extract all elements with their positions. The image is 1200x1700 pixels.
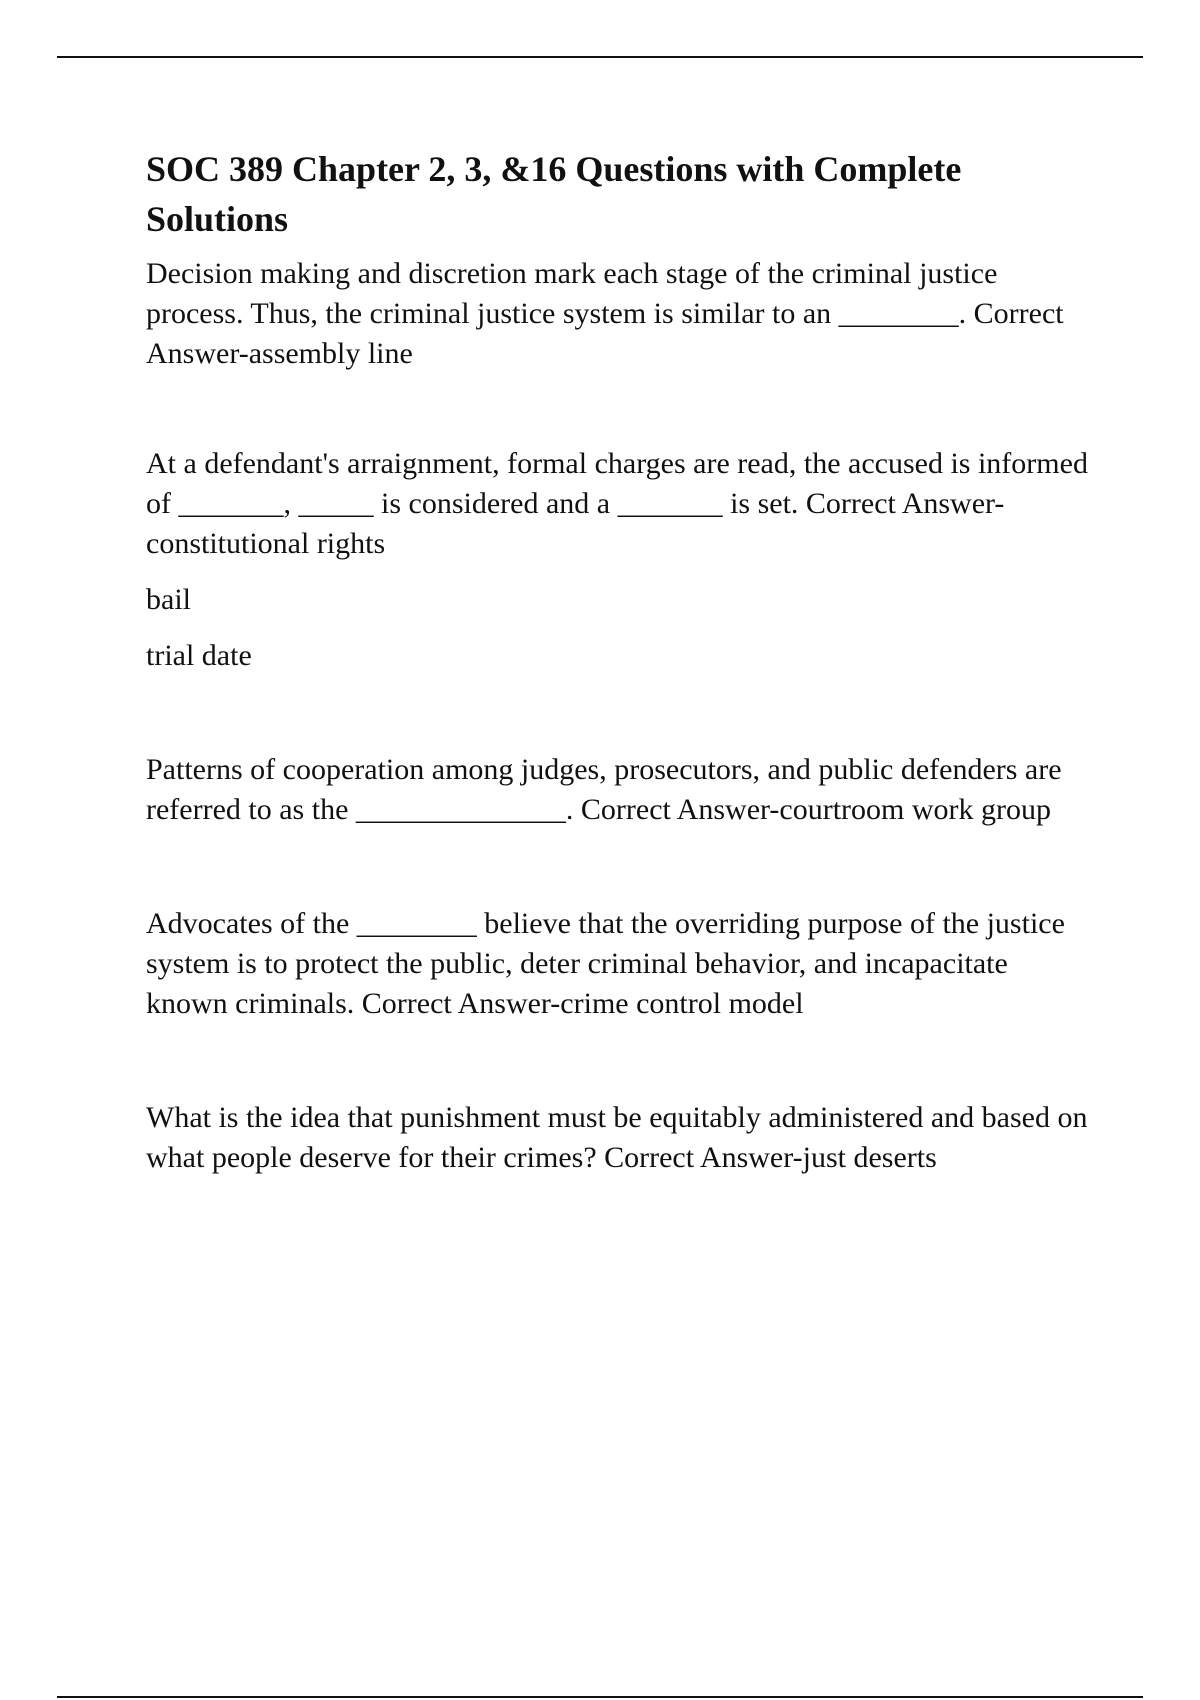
document-title: SOC 389 Chapter 2, 3, &16 Questions with Complete Solutions bbox=[146, 149, 962, 239]
bottom-rule bbox=[57, 1696, 1143, 1698]
answer-extra: trial date bbox=[146, 639, 252, 672]
question-block-4 bbox=[146, 904, 1096, 1024]
question-block-3 bbox=[146, 750, 1096, 830]
question-text: Decision making and discretion mark each stage of the criminal justice process. Thus, the criminal justice system is similar to an ________. Correct Answer-assembly line bbox=[146, 257, 1064, 370]
question-block-5 bbox=[146, 1098, 1096, 1178]
document-page bbox=[146, 144, 1096, 1178]
question-text: Patterns of cooperation among judges, prosecutors, and public defenders are referred to as the ______________. Correct Answer-courtroom work group bbox=[146, 753, 1062, 826]
question-text: What is the idea that punishment must be equitably administered and based on what people deserve for their crimes? Correct Answer-just deserts bbox=[146, 1101, 1088, 1174]
question-block-2 bbox=[146, 444, 1096, 676]
answer-extra: bail bbox=[146, 583, 191, 616]
question-text: At a defendant's arraignment, formal charges are read, the accused is informed of _______, _____ is considered and a _______ is set. Correct Answer-constitutional rights bbox=[146, 447, 1088, 560]
top-rule bbox=[57, 56, 1143, 58]
question-text: Advocates of the ________ believe that the overriding purpose of the justice system is to protect the public, deter criminal behavior, and incapacitate known criminals. Correct Answer-crime control model bbox=[146, 907, 1065, 1020]
question-block-1 bbox=[146, 254, 1096, 374]
